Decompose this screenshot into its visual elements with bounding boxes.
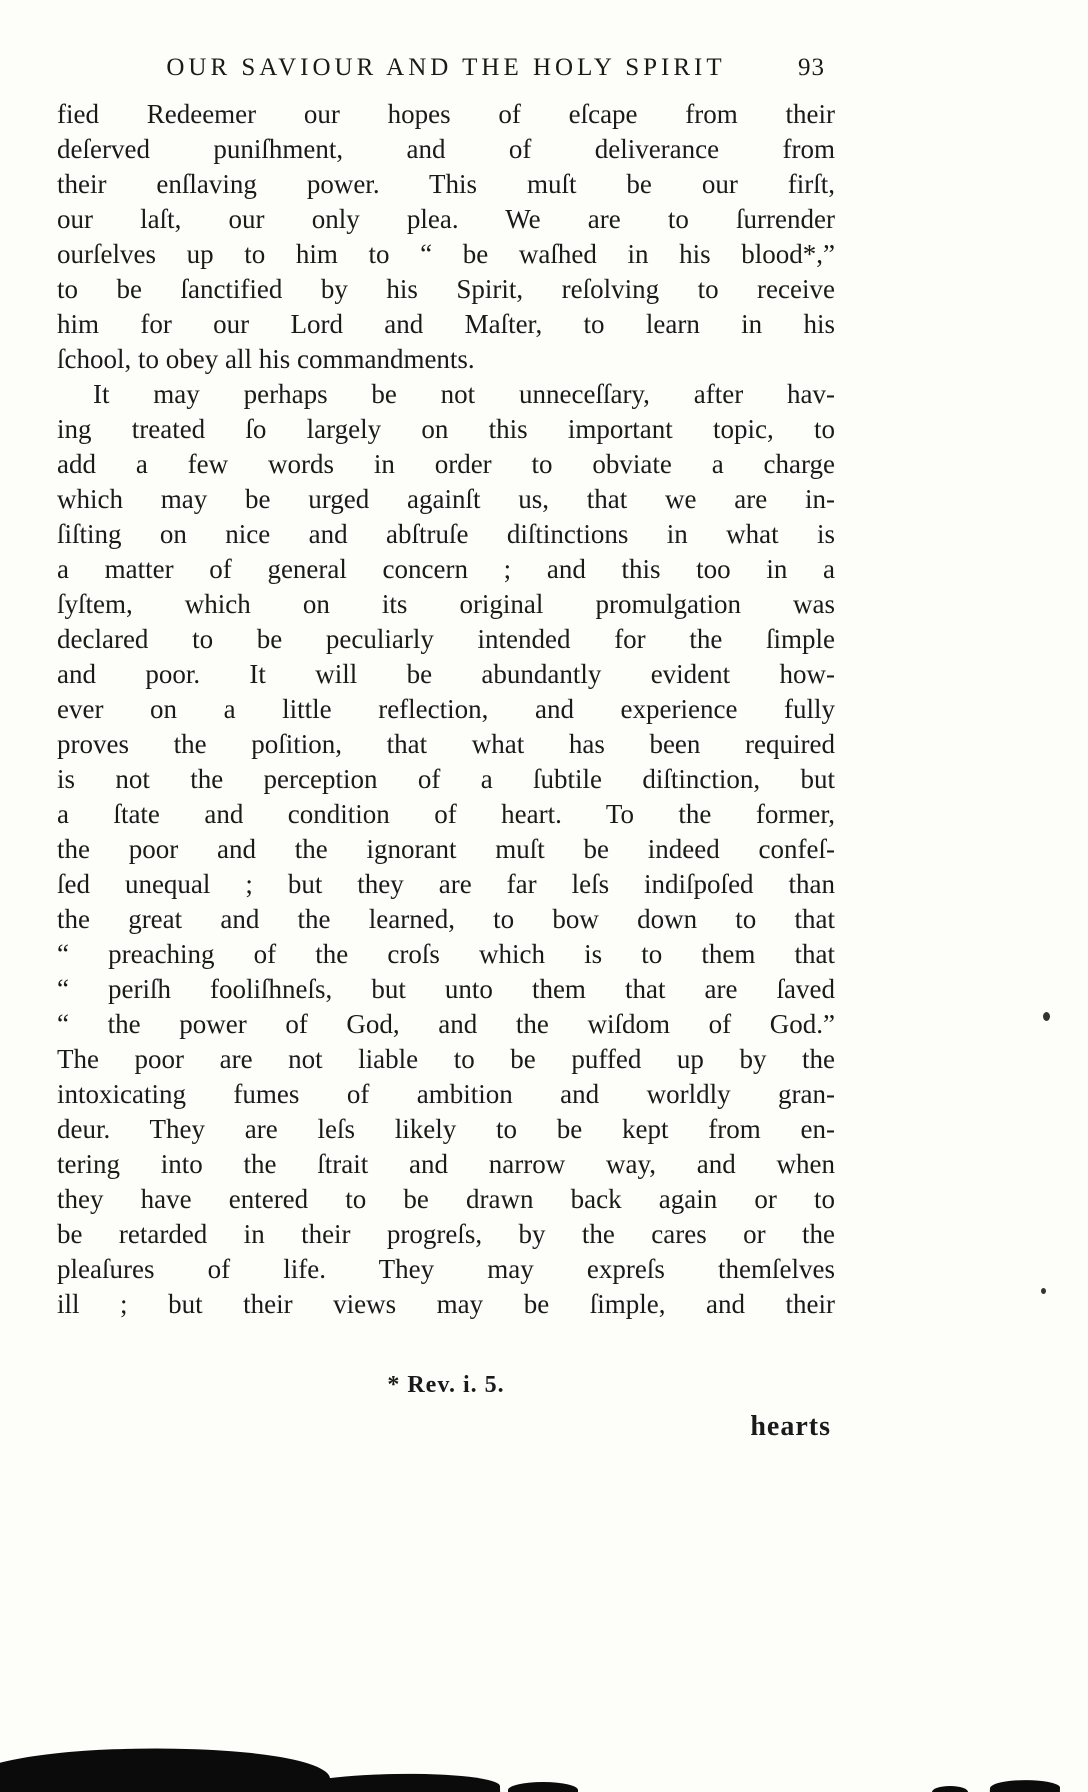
- text-line: ſyſtem, which on its original promulgation was: [57, 589, 835, 619]
- text-line: pleaſures of life. They may expreſs themſelves: [57, 1254, 835, 1284]
- text-line: they have entered to be drawn back again or to: [57, 1184, 835, 1214]
- scan-artifact: [990, 1779, 1061, 1792]
- text-block: [57, 52, 835, 1443]
- text-line: him for our Lord and Maſter, to learn in his: [57, 309, 835, 339]
- catchword: hearts: [750, 1411, 831, 1442]
- text-line: and poor. It will be abundantly evident how-: [57, 659, 835, 689]
- text-line: The poor are not liable to be puffed up by the: [57, 1044, 835, 1074]
- text-line: “ the power of God, and the wiſdom of God.”: [57, 1009, 835, 1039]
- scan-speck: [1043, 1012, 1050, 1021]
- text-line: be retarded in their progreſs, by the cares or the: [57, 1219, 835, 1249]
- text-line: declared to be peculiarly intended for the ſimple: [57, 624, 835, 654]
- body-text: [57, 97, 835, 1322]
- text-line: ill ; but their views may be ſimple, and their: [57, 1289, 835, 1319]
- text-line: ſed unequal ; but they are far leſs indiſpoſed than: [57, 869, 835, 899]
- text-line: ever on a little reflection, and experience fully: [57, 694, 835, 724]
- text-line: proves the poſition, that what has been required: [57, 729, 835, 759]
- text-line: fied Redeemer our hopes of eſcape from their: [57, 99, 835, 129]
- scan-artifact: [0, 1742, 331, 1792]
- text-line: to be ſanctified by his Spirit, reſolving to receive: [57, 274, 835, 304]
- page-number: 93: [798, 54, 825, 81]
- scan-artifact: [932, 1786, 968, 1792]
- text-line: “ preaching of the croſs which is to them that: [57, 939, 835, 969]
- text-line: “ periſh fooliſhneſs, but unto them that are ſaved: [57, 974, 835, 1004]
- scan-speck: [1041, 1288, 1046, 1294]
- text-line: the great and the learned, to bow down to that: [57, 904, 835, 934]
- text-line: the poor and the ignorant muſt be indeed confeſ-: [57, 834, 835, 864]
- header-title: OUR SAVIOUR AND THE HOLY SPIRIT: [166, 54, 726, 81]
- text-line: intoxicating fumes of ambition and worldly gran-: [57, 1079, 835, 1109]
- scan-artifact: [508, 1782, 578, 1792]
- running-header: [57, 52, 835, 84]
- text-line: their enſlaving power. This muſt be our firſt,: [57, 169, 835, 199]
- text-line: tering into the ſtrait and narrow way, and when: [57, 1149, 835, 1179]
- text-line: our laſt, our only plea. We are to ſurrender: [57, 204, 835, 234]
- text-line: ſchool, to obey all his commandments.: [57, 344, 475, 374]
- text-line: ſiſting on nice and abſtruſe diſtinctions in what is: [57, 519, 835, 549]
- text-line: is not the perception of a ſubtile diſtinction, but: [57, 764, 835, 794]
- text-line: deſerved puniſhment, and of deliverance from: [57, 134, 835, 164]
- text-line: deur. They are leſs likely to be kept from en-: [57, 1114, 835, 1144]
- footnote: * Rev. i. 5.: [387, 1372, 505, 1398]
- text-line: It may perhaps be not unneceſſary, after hav-: [93, 379, 835, 409]
- text-line: ing treated ſo largely on this important topic, to: [57, 414, 835, 444]
- text-line: a matter of general concern ; and this too in a: [57, 554, 835, 584]
- text-line: which may be urged againſt us, that we are in-: [57, 484, 835, 514]
- text-line: a ſtate and condition of heart. To the former,: [57, 799, 835, 829]
- text-line: ourſelves up to him to “ be waſhed in his blood*,”: [57, 239, 835, 269]
- text-line: add a few words in order to obviate a charge: [57, 449, 835, 479]
